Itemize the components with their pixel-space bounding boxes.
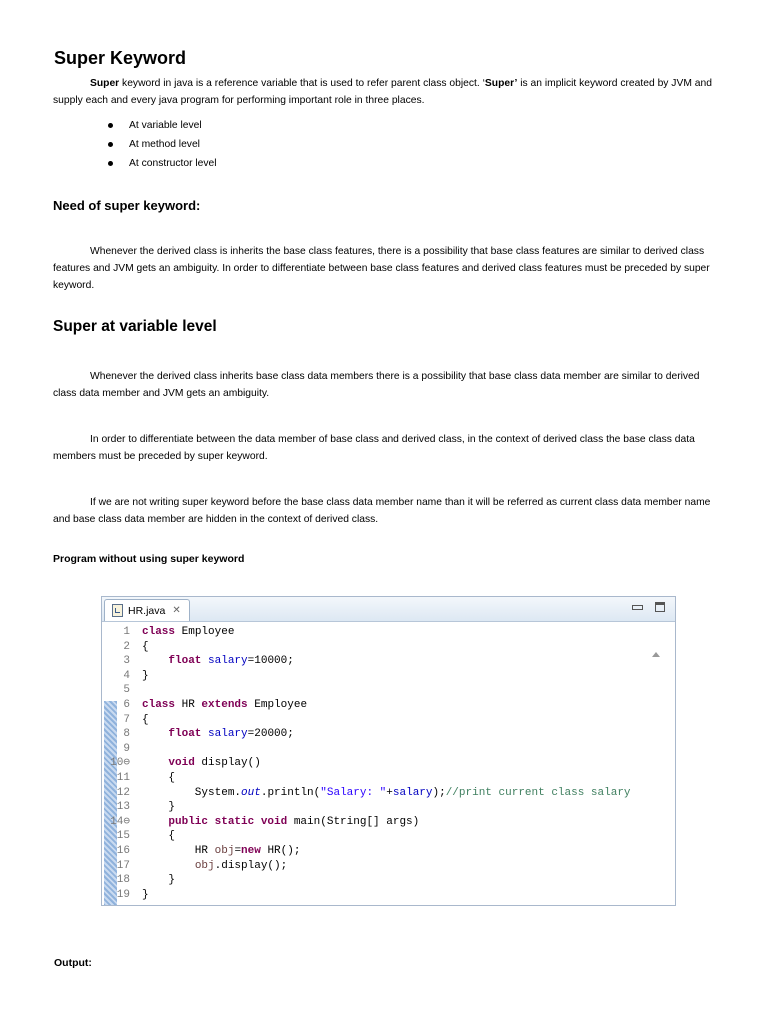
code-line: 1 class Employee (123, 626, 235, 638)
code-line: 10⊖ void display() (110, 757, 261, 770)
code-line: 19 } (116, 888, 149, 901)
page-title: Super Keyword (54, 48, 187, 68)
code-line: 4 } (123, 669, 149, 682)
close-icon[interactable]: ✕ (172, 605, 181, 616)
list-item: At variable level (108, 116, 217, 135)
code-lines (102, 625, 631, 902)
code-area[interactable] (102, 622, 675, 905)
code-line: 6 class HR extends Employee (123, 698, 308, 711)
code-line: 5 (123, 684, 130, 697)
code-line: 3 float salary=10000; (123, 655, 294, 668)
code-line: 8 float salary=20000; (123, 728, 294, 741)
code-line: 2 { (123, 640, 149, 653)
bullet-list (108, 116, 217, 173)
code-line: 11 { (116, 771, 176, 784)
fold-collapse-icon[interactable]: ⊖ (123, 815, 130, 828)
editor-tab-bar (102, 597, 675, 622)
code-editor-screenshot (101, 596, 676, 906)
code-line: 7 { (123, 713, 149, 726)
code-line: 12 System.out.println("Salary: "+salary);//print current class salary (116, 786, 631, 799)
minimize-icon[interactable] (632, 605, 643, 610)
maximize-icon[interactable] (655, 602, 665, 612)
tab-label: HR.java (128, 604, 166, 617)
intro-bold-super-quoted: Super’ (484, 78, 518, 89)
need-paragraph: Whenever the derived class is inherits the base class features, there is a possibility that base class features are similar to derived class features and JVM gets an ambiguity. In order to differentiate between base class features and derived class features must be preceded by super keyword. (53, 246, 710, 291)
bullet-icon (108, 161, 113, 166)
fold-collapse-icon[interactable]: ⊖ (123, 757, 130, 770)
code-line: 18 } (116, 874, 176, 887)
variable-level-heading: Super at variable level (53, 318, 217, 335)
code-line: 16 HR obj=new HR(); (116, 844, 301, 857)
code-line: 9 (123, 742, 130, 755)
variable-paragraph-1: Whenever the derived class inherits base class data members there is a possibility that base class data member are similar to derived class data member and JVM gets an ambiguity. (53, 371, 700, 399)
code-line: 14⊖ public static void main(String[] args) (110, 815, 420, 828)
editor-tab-hr-java[interactable] (104, 599, 190, 621)
java-file-icon (112, 604, 123, 617)
program-heading: Program without using super keyword (53, 553, 245, 565)
list-item: At method level (108, 135, 217, 154)
bullet-icon (108, 142, 113, 147)
intro-text-1: keyword in java is a reference variable that is used to refer parent class object. ‘ (119, 78, 485, 89)
scroll-up-arrow-icon[interactable] (652, 652, 660, 657)
code-line: 17 obj.display(); (116, 859, 288, 872)
intro-paragraph (53, 75, 717, 109)
need-heading: Need of super keyword: (53, 198, 201, 213)
variable-paragraph-2: In order to differentiate between the data member of base class and derived class, in the context of derived class the base class data members must be preceded by super keyword. (53, 434, 695, 462)
list-item: At constructor level (108, 154, 217, 173)
code-line: 13 } (116, 801, 176, 814)
intro-text-2: is an implicit keyword created by JVM and supply each and every java program for performing important role in three places. (53, 78, 712, 106)
bullet-icon (108, 123, 113, 128)
variable-paragraph-3: If we are not writing super keyword before the base class data member name than it will be referred as current class data member name and base class data member are hidden in the context of derived class. (53, 497, 711, 525)
output-label: Output: (54, 957, 92, 969)
intro-bold-super: Super (90, 78, 120, 89)
code-line: 15 { (116, 830, 176, 843)
